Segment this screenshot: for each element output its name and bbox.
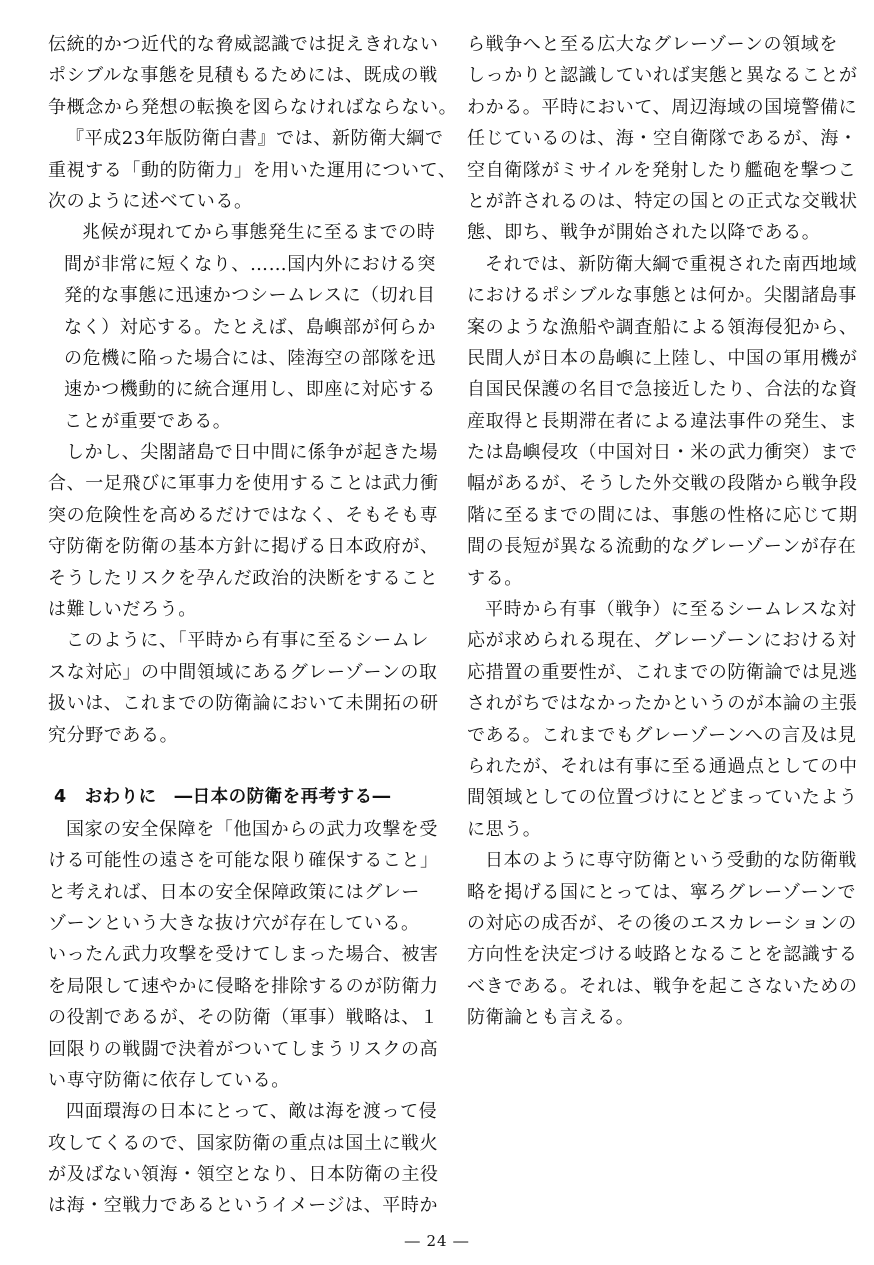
text-line: 応措置の重要性が、これまでの防衛論では見逃	[467, 661, 858, 683]
text-line: である。これまでもグレーゾーンへの言及は見	[467, 724, 857, 746]
text-line: 伝統的かつ近代的な脅威認識では捉えきれない	[48, 34, 439, 55]
text-line: それでは、新防衛大綱で重視された南西地域	[485, 253, 857, 275]
text-line: 国家の安全保障を「他国からの武力攻撃を受	[66, 818, 438, 840]
text-line: ける可能性の遠さを可能な限り確保すること」	[48, 850, 439, 872]
text-line: 応が求められる現在、グレーゾーンにおける対	[467, 630, 857, 652]
paragraph	[467, 845, 858, 1033]
paragraph	[467, 594, 858, 845]
text-line: いったん武力攻撃を受けてしまった場合、被害	[48, 944, 439, 966]
text-line: しっかりと認識していれば実態と異なることが	[467, 65, 858, 87]
quote-line: なく）対応する。たとえば、島嶼部が何らか	[64, 316, 436, 338]
text-line: ら戦争へと至る広大なグレーゾーンの領域を	[467, 34, 838, 55]
text-line: 突の危険性を高めるだけではなく、そもそも専	[48, 504, 439, 526]
text-line: 守防衛を防衛の基本方針に掲げる日本政府が、	[48, 536, 439, 558]
section-title: おわりに ―日本の防衛を再考する―	[84, 787, 391, 808]
text-line: 合、一足飛びに軍事力を使用することは武力衝	[48, 473, 439, 495]
text-line: そうしたリスクを孕んだ政治的決断をすること	[48, 567, 439, 589]
text-line: 防衛論とも言える。	[467, 1007, 635, 1029]
text-line: 自国民保護の名目で急接近したり、合法的な資	[467, 379, 858, 401]
text-line: 日本のように専守防衛という受動的な防衛戦	[485, 850, 857, 872]
page-number: ― 24 ―	[404, 1232, 470, 1250]
quote-line: 兆候が現れてから事態発生に至るまでの時	[82, 222, 436, 244]
block-quote	[48, 217, 436, 437]
text-line: 次のように述べている。	[48, 190, 253, 212]
text-line: 争概念から発想の転換を図らなければならない。	[48, 96, 458, 118]
text-line: このように、「平時から有事に至るシームレ	[66, 630, 429, 652]
paragraph	[467, 249, 858, 594]
text-line: ゾーンという大きな抜け穴が存在している。	[48, 912, 420, 934]
text-line: 扱いは、これまでの防衛論において未開拓の研	[48, 693, 439, 715]
quote-line: 速かつ機動的に統合運用し、即座に対応する	[64, 379, 436, 401]
text-line: 任じているのは、海・空自衛隊であるが、海・	[467, 128, 858, 150]
text-line: 回限りの戦闘で決着がついてしまうリスクの高	[48, 1038, 439, 1060]
text-line: と考えれば、日本の安全保障政策にはグレー	[48, 881, 420, 903]
text-line: 『平成23年版防衛白書』では、新防衛大綱で	[66, 128, 444, 150]
right-column	[467, 29, 858, 1034]
paragraph	[48, 123, 457, 217]
text-line: い専守防衛に依存している。	[48, 1069, 290, 1091]
text-line: 階に至るまでの間には、事態の性格に応じて期	[467, 504, 858, 526]
section-heading	[48, 782, 412, 813]
paragraph	[48, 625, 439, 751]
text-line: の役割であるが、その防衛（軍事）戦略は、１	[48, 1007, 439, 1029]
text-line: されがちではなかったかというのが本論の主張	[467, 693, 858, 715]
text-line: 民間人が日本の島嶼に上陸し、中国の軍用機が	[467, 347, 858, 369]
text-line: を局限して速やかに侵略を排除するのが防衛力	[48, 975, 439, 997]
text-line: べきである。それは、戦争を起こさないための	[467, 975, 858, 997]
text-line: 態、即ち、戦争が開始された以降である。	[467, 222, 821, 244]
text-line: 平時から有事（戦争）に至るシームレスな対	[485, 599, 857, 621]
text-line: 間領域としての位置づけにとどまっていたよう	[467, 787, 858, 809]
quote-line: 発的な事態に迅速かつシームレスに（切れ目	[64, 285, 436, 307]
text-line: する。	[467, 567, 523, 589]
section-number: 4	[54, 787, 67, 808]
quote-line: ことが重要である。	[64, 410, 232, 432]
text-line: ポシブルな事態を見積もるためには、既成の戦	[48, 65, 438, 87]
text-line: は難しいだろう。	[48, 599, 197, 621]
text-line: わかる。平時において、周辺海域の国境警備に	[467, 96, 858, 118]
text-line: 重視する「動的防衛力」を用いた運用について、	[48, 159, 457, 181]
left-column	[48, 29, 458, 1222]
paragraph	[467, 29, 858, 249]
text-line: 空自衛隊がミサイルを発射したり艦砲を撃つこ	[467, 159, 857, 181]
text-line: スな対応」の中間領域にあるグレーゾーンの取	[48, 661, 438, 683]
paragraph	[48, 29, 458, 123]
text-line: 産取得と長期滞在者による違法事件の発生、ま	[467, 410, 858, 432]
text-line: におけるポシブルな事態とは何か。尖閣諸島事	[467, 285, 857, 307]
text-line: 幅があるが、そうした外交戦の段階から戦争段	[467, 473, 858, 495]
text-line: に思う。	[467, 818, 542, 840]
text-line: 究分野である。	[48, 724, 179, 746]
paragraph	[48, 437, 439, 625]
text-line: しかし、尖閣諸島で日中間に係争が起きた場	[66, 442, 438, 464]
text-line: られたが、それは有事に至る通過点としての中	[467, 755, 858, 777]
text-line: とが許されるのは、特定の国との正式な交戦状	[467, 190, 858, 212]
text-line: たは島嶼侵攻（中国対日・米の武力衝突）まで	[467, 442, 858, 464]
section-spacer	[48, 751, 412, 782]
text-line: 間の長短が異なる流動的なグレーゾーンが存在	[467, 536, 857, 558]
text-line: が及ばない領海・領空となり、日本防衛の主役	[48, 1164, 439, 1186]
quote-line: の危機に陥った場合には、陸海空の部隊を迅	[64, 347, 436, 369]
text-line: 四面環海の日本にとって、敵は海を渡って侵	[66, 1101, 438, 1123]
text-line: 略を掲げる国にとっては、寧ろグレーゾーンで	[467, 881, 857, 903]
text-line: は海・空戦力であるというイメージは、平時か	[48, 1195, 439, 1217]
paragraph	[48, 814, 439, 1097]
text-line: 案のような漁船や調査船による領海侵犯から、	[467, 316, 858, 338]
text-line: 方向性を決定づける岐路となることを認識する	[467, 944, 858, 966]
text-line: の対応の成否が、その後のエスカレーションの	[467, 912, 857, 934]
quote-line: 間が非常に短くなり、……国内外における突	[64, 253, 436, 275]
text-line: 攻してくるので、国家防衛の重点は国土に戦火	[48, 1132, 439, 1154]
paragraph	[48, 1096, 439, 1222]
